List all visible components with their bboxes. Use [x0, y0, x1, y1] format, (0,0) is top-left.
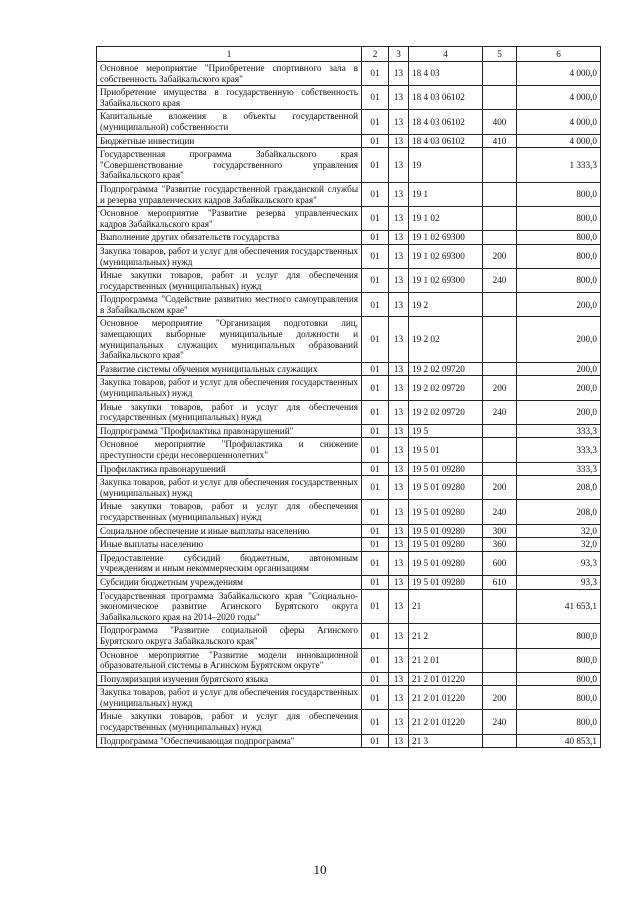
expense-type-cell — [483, 231, 517, 245]
amount-cell: 1 333,3 — [517, 148, 601, 183]
expense-type-cell: 200 — [483, 244, 517, 268]
table-row — [97, 686, 601, 710]
row-name-cell: Иные закупки товаров, работ и услуг для обеспечения государственных (муниципальных) нужд — [97, 400, 362, 424]
target-article-cell: 19 5 01 — [409, 438, 483, 462]
header-cell: 3 — [389, 47, 409, 62]
amount-cell: 333,3 — [517, 424, 601, 438]
amount-cell: 800,0 — [517, 624, 601, 648]
expense-type-cell — [483, 62, 517, 86]
table-body — [97, 62, 601, 748]
section-code-cell: 01 — [362, 400, 389, 424]
section-code-cell: 01 — [362, 134, 389, 148]
page-number: 10 — [313, 862, 327, 877]
subsection-code-cell: 13 — [389, 86, 409, 110]
row-name-cell: Иные закупки товаров, работ и услуг для обеспечения государственных (муниципальных) нужд — [97, 710, 362, 734]
section-code-cell: 01 — [362, 538, 389, 552]
row-name-cell: Государственная программа Забайкальского края "Социально-экономическое развитие Агинского Бурятского округа Забайкальского края на 2014–2020 годы" — [97, 589, 362, 624]
row-name-cell: Популяризация изучения бурятского языка — [97, 672, 362, 686]
subsection-code-cell: 13 — [389, 148, 409, 183]
amount-cell: 800,0 — [517, 231, 601, 245]
table-row — [97, 293, 601, 317]
target-article-cell: 18 4 03 06102 — [409, 134, 483, 148]
expense-type-cell: 610 — [483, 575, 517, 589]
amount-cell: 32,0 — [517, 524, 601, 538]
subsection-code-cell: 13 — [389, 500, 409, 524]
header-cell: 2 — [362, 47, 389, 62]
expense-type-cell: 200 — [483, 686, 517, 710]
amount-cell: 800,0 — [517, 244, 601, 268]
expense-type-cell: 240 — [483, 500, 517, 524]
expense-type-cell: 300 — [483, 524, 517, 538]
table-row — [97, 438, 601, 462]
section-code-cell: 01 — [362, 110, 389, 134]
target-article-cell: 19 5 01 09280 — [409, 551, 483, 575]
section-code-cell: 01 — [362, 86, 389, 110]
table-row — [97, 362, 601, 376]
target-article-cell: 19 2 02 09720 — [409, 376, 483, 400]
section-code-cell: 01 — [362, 269, 389, 293]
target-article-cell: 18 4 03 — [409, 62, 483, 86]
subsection-code-cell: 13 — [389, 624, 409, 648]
target-article-cell: 21 2 01 — [409, 648, 483, 672]
subsection-code-cell: 13 — [389, 538, 409, 552]
amount-cell: 200,0 — [517, 317, 601, 362]
table-row — [97, 207, 601, 231]
expense-type-cell: 240 — [483, 269, 517, 293]
target-article-cell: 19 5 01 09280 — [409, 476, 483, 500]
expense-type-cell — [483, 438, 517, 462]
amount-cell: 200,0 — [517, 293, 601, 317]
table-row — [97, 148, 601, 183]
section-code-cell: 01 — [362, 589, 389, 624]
row-name-cell: Бюджетные инвестиции — [97, 134, 362, 148]
amount-cell: 208,0 — [517, 500, 601, 524]
subsection-code-cell: 13 — [389, 110, 409, 134]
amount-cell: 32,0 — [517, 538, 601, 552]
table-row — [97, 231, 601, 245]
table-row — [97, 86, 601, 110]
subsection-code-cell: 13 — [389, 734, 409, 748]
row-name-cell: Подпрограмма "Содействие развитию местного самоуправления в Забайкальском крае" — [97, 293, 362, 317]
amount-cell: 4 000,0 — [517, 134, 601, 148]
amount-cell: 93,3 — [517, 575, 601, 589]
section-code-cell: 01 — [362, 524, 389, 538]
row-name-cell: Закупка товаров, работ и услуг для обеспечения государственных (муниципальных) нужд — [97, 686, 362, 710]
table-row — [97, 110, 601, 134]
target-article-cell: 21 2 01 01220 — [409, 672, 483, 686]
subsection-code-cell: 13 — [389, 476, 409, 500]
table-row — [97, 538, 601, 552]
subsection-code-cell: 13 — [389, 293, 409, 317]
amount-cell: 200,0 — [517, 376, 601, 400]
row-name-cell: Основное мероприятие "Развитие модели инновационной образовательной системы в Агинском Бурятском округе" — [97, 648, 362, 672]
target-article-cell: 21 2 01 01220 — [409, 686, 483, 710]
target-article-cell: 21 3 — [409, 734, 483, 748]
row-name-cell: Приобретение имущества в государственную собственность Забайкальского края — [97, 86, 362, 110]
amount-cell: 4 000,0 — [517, 86, 601, 110]
section-code-cell: 01 — [362, 500, 389, 524]
subsection-code-cell: 13 — [389, 317, 409, 362]
table-row — [97, 648, 601, 672]
row-name-cell: Закупка товаров, работ и услуг для обеспечения государственных (муниципальных) нужд — [97, 476, 362, 500]
subsection-code-cell: 13 — [389, 244, 409, 268]
row-name-cell: Социальное обеспечение и иные выплаты населению — [97, 524, 362, 538]
target-article-cell: 19 5 01 09280 — [409, 500, 483, 524]
subsection-code-cell: 13 — [389, 462, 409, 476]
target-article-cell: 19 2 02 — [409, 317, 483, 362]
target-article-cell: 19 2 02 09720 — [409, 400, 483, 424]
section-code-cell: 01 — [362, 148, 389, 183]
table-row — [97, 400, 601, 424]
target-article-cell: 19 2 02 09720 — [409, 362, 483, 376]
table-row — [97, 317, 601, 362]
expense-type-cell: 200 — [483, 476, 517, 500]
subsection-code-cell: 13 — [389, 424, 409, 438]
subsection-code-cell: 13 — [389, 438, 409, 462]
section-code-cell: 01 — [362, 710, 389, 734]
target-article-cell: 19 5 01 09280 — [409, 524, 483, 538]
amount-cell: 4 000,0 — [517, 110, 601, 134]
expense-type-cell — [483, 462, 517, 476]
expense-type-cell — [483, 624, 517, 648]
amount-cell: 800,0 — [517, 686, 601, 710]
expense-type-cell — [483, 672, 517, 686]
amount-cell: 800,0 — [517, 269, 601, 293]
target-article-cell: 19 1 — [409, 182, 483, 206]
row-name-cell: Иные закупки товаров, работ и услуг для обеспечения государственных (муниципальных) нужд — [97, 269, 362, 293]
expense-type-cell — [483, 86, 517, 110]
amount-cell: 800,0 — [517, 182, 601, 206]
section-code-cell: 01 — [362, 293, 389, 317]
expense-type-cell — [483, 148, 517, 183]
row-name-cell: Подпрограмма "Развитие социальной сферы Агинского Бурятского округа Забайкальского края" — [97, 624, 362, 648]
expense-type-cell: 400 — [483, 110, 517, 134]
subsection-code-cell: 13 — [389, 269, 409, 293]
section-code-cell: 01 — [362, 672, 389, 686]
target-article-cell: 19 2 — [409, 293, 483, 317]
subsection-code-cell: 13 — [389, 231, 409, 245]
amount-cell: 200,0 — [517, 400, 601, 424]
section-code-cell: 01 — [362, 734, 389, 748]
table-row — [97, 551, 601, 575]
table-row — [97, 734, 601, 748]
target-article-cell: 19 5 01 09280 — [409, 575, 483, 589]
subsection-code-cell: 13 — [389, 524, 409, 538]
row-name-cell: Иные закупки товаров, работ и услуг для обеспечения государственных (муниципальных) нужд — [97, 500, 362, 524]
section-code-cell: 01 — [362, 231, 389, 245]
table-row — [97, 710, 601, 734]
amount-cell: 800,0 — [517, 672, 601, 686]
subsection-code-cell: 13 — [389, 134, 409, 148]
section-code-cell: 01 — [362, 424, 389, 438]
expense-type-cell — [483, 589, 517, 624]
table-row — [97, 624, 601, 648]
section-code-cell: 01 — [362, 376, 389, 400]
table-row — [97, 376, 601, 400]
subsection-code-cell: 13 — [389, 362, 409, 376]
header-cell: 4 — [409, 47, 483, 62]
target-article-cell: 19 1 02 69300 — [409, 244, 483, 268]
subsection-code-cell: 13 — [389, 182, 409, 206]
amount-cell: 800,0 — [517, 207, 601, 231]
section-code-cell: 01 — [362, 551, 389, 575]
budget-table — [96, 46, 601, 748]
expense-type-cell: 240 — [483, 400, 517, 424]
row-name-cell: Государственная программа Забайкальского края "Совершенствование государственного управления Забайкальского края" — [97, 148, 362, 183]
subsection-code-cell: 13 — [389, 648, 409, 672]
table-row — [97, 462, 601, 476]
row-name-cell: Капитальные вложения в объекты государственной (муниципальной) собственности — [97, 110, 362, 134]
table-row — [97, 269, 601, 293]
subsection-code-cell: 13 — [389, 400, 409, 424]
table-row — [97, 182, 601, 206]
target-article-cell: 19 1 02 69300 — [409, 231, 483, 245]
section-code-cell: 01 — [362, 648, 389, 672]
row-name-cell: Основное мероприятие "Профилактика и снижение преступности среди несовершеннолетних" — [97, 438, 362, 462]
expense-type-cell — [483, 182, 517, 206]
table-row — [97, 672, 601, 686]
expense-type-cell — [483, 293, 517, 317]
row-name-cell: Субсидии бюджетным учреждениям — [97, 575, 362, 589]
table-row — [97, 244, 601, 268]
expense-type-cell: 410 — [483, 134, 517, 148]
subsection-code-cell: 13 — [389, 672, 409, 686]
subsection-code-cell: 13 — [389, 376, 409, 400]
section-code-cell: 01 — [362, 476, 389, 500]
section-code-cell: 01 — [362, 462, 389, 476]
row-name-cell: Закупка товаров, работ и услуг для обеспечения государственных (муниципальных) нужд — [97, 376, 362, 400]
row-name-cell: Подпрограмма "Развитие государственной гражданской службы и резерва управленческих кадров Забайкальского края" — [97, 182, 362, 206]
amount-cell: 800,0 — [517, 710, 601, 734]
subsection-code-cell: 13 — [389, 589, 409, 624]
amount-cell: 40 853,1 — [517, 734, 601, 748]
subsection-code-cell: 13 — [389, 710, 409, 734]
section-code-cell: 01 — [362, 62, 389, 86]
row-name-cell: Развитие системы обучения муниципальных служащих — [97, 362, 362, 376]
expense-type-cell — [483, 317, 517, 362]
row-name-cell: Профилактика правонарушений — [97, 462, 362, 476]
amount-cell: 41 653,1 — [517, 589, 601, 624]
section-code-cell: 01 — [362, 438, 389, 462]
row-name-cell: Основное мероприятие "Развитие резерва управленческих кадров Забайкальского края" — [97, 207, 362, 231]
subsection-code-cell: 13 — [389, 62, 409, 86]
subsection-code-cell: 13 — [389, 686, 409, 710]
amount-cell: 208,0 — [517, 476, 601, 500]
table-row — [97, 134, 601, 148]
row-name-cell: Подпрограмма "Обеспечивающая подпрограмма" — [97, 734, 362, 748]
expense-type-cell — [483, 648, 517, 672]
target-article-cell: 18 4 03 06102 — [409, 110, 483, 134]
table-row — [97, 424, 601, 438]
row-name-cell: Выполнение других обязательств государства — [97, 231, 362, 245]
row-name-cell: Предоставление субсидий бюджетным, автономным учреждениям и иным некоммерческим организациям — [97, 551, 362, 575]
target-article-cell: 21 2 01 01220 — [409, 710, 483, 734]
section-code-cell: 01 — [362, 207, 389, 231]
row-name-cell: Закупка товаров, работ и услуг для обеспечения государственных (муниципальных) нужд — [97, 244, 362, 268]
section-code-cell: 01 — [362, 575, 389, 589]
expense-type-cell — [483, 207, 517, 231]
row-name-cell: Иные выплаты населению — [97, 538, 362, 552]
expense-type-cell — [483, 424, 517, 438]
amount-cell: 200,0 — [517, 362, 601, 376]
subsection-code-cell: 13 — [389, 207, 409, 231]
target-article-cell: 19 — [409, 148, 483, 183]
row-name-cell: Подпрограмма "Профилактика правонарушений" — [97, 424, 362, 438]
row-name-cell: Основное мероприятие "Организация подготовки лиц, замещающих выборные муниципальные должности и муниципальных служащих муниципальных образований Забайкальского края" — [97, 317, 362, 362]
table-row — [97, 575, 601, 589]
amount-cell: 333,3 — [517, 462, 601, 476]
target-article-cell: 19 1 02 69300 — [409, 269, 483, 293]
amount-cell: 333,3 — [517, 438, 601, 462]
target-article-cell: 21 2 — [409, 624, 483, 648]
expense-type-cell: 240 — [483, 710, 517, 734]
expense-type-cell — [483, 734, 517, 748]
table-row — [97, 524, 601, 538]
row-name-cell: Основное мероприятие "Приобретение спортивного зала в собственность Забайкальского края" — [97, 62, 362, 86]
table-row — [97, 500, 601, 524]
table-row — [97, 476, 601, 500]
expense-type-cell: 600 — [483, 551, 517, 575]
expense-type-cell: 360 — [483, 538, 517, 552]
section-code-cell: 01 — [362, 182, 389, 206]
amount-cell: 4 000,0 — [517, 62, 601, 86]
section-code-cell: 01 — [362, 362, 389, 376]
section-code-cell: 01 — [362, 686, 389, 710]
amount-cell: 800,0 — [517, 648, 601, 672]
target-article-cell: 19 5 01 09280 — [409, 462, 483, 476]
section-code-cell: 01 — [362, 624, 389, 648]
expense-type-cell: 200 — [483, 376, 517, 400]
table-row — [97, 589, 601, 624]
target-article-cell: 19 5 01 09280 — [409, 538, 483, 552]
amount-cell: 93,3 — [517, 551, 601, 575]
subsection-code-cell: 13 — [389, 551, 409, 575]
expense-type-cell — [483, 362, 517, 376]
section-code-cell: 01 — [362, 244, 389, 268]
target-article-cell: 19 1 02 — [409, 207, 483, 231]
target-article-cell: 21 — [409, 589, 483, 624]
header-cell: 5 — [483, 47, 517, 62]
target-article-cell: 19 5 — [409, 424, 483, 438]
table-header-row — [97, 47, 601, 62]
section-code-cell: 01 — [362, 317, 389, 362]
header-cell: 6 — [517, 47, 601, 62]
table-row — [97, 62, 601, 86]
target-article-cell: 18 4 03 06102 — [409, 86, 483, 110]
subsection-code-cell: 13 — [389, 575, 409, 589]
header-cell: 1 — [97, 47, 362, 62]
